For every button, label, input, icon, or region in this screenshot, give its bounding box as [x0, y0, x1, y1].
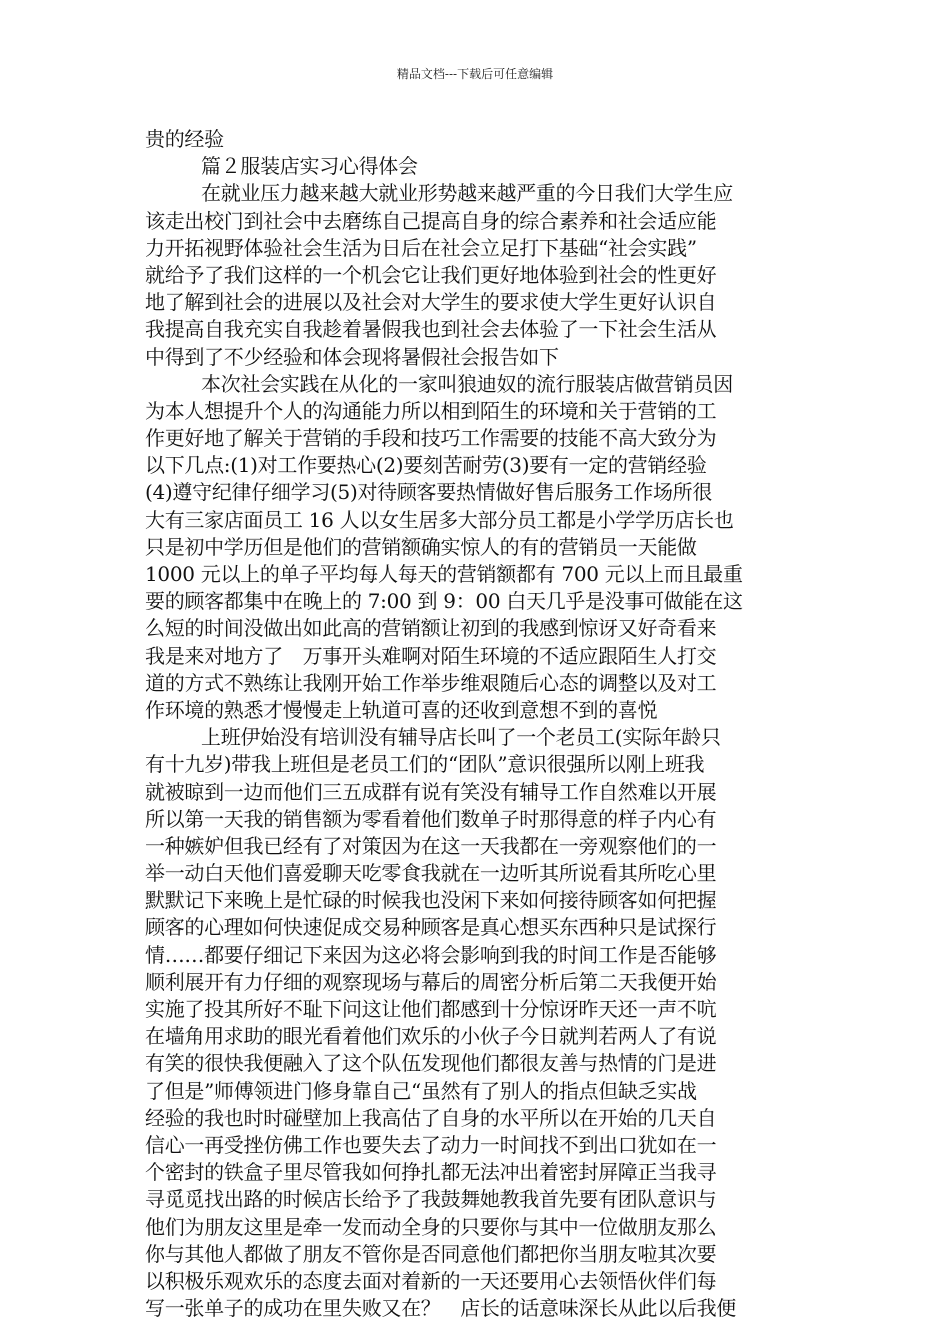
text-line: 只是初中学历但是他们的营销额确实惊人的有的营销员一天能做 — [145, 534, 697, 559]
text-line: 为本人想提升个人的沟通能力所以相到陌生的环境和关于营销的工 — [145, 398, 717, 423]
text-line: 一种嫉妒但我已经有了对策因为在这一天我都在一旁观察他们的一 — [145, 833, 717, 858]
text-line: 我提高自我充实自我趁着暑假我也到社会去体验了一下社会生活从 — [145, 317, 717, 342]
text-line: 在墙角用求助的眼光看着他们欢乐的小伙子今日就判若两人了有说 — [145, 1024, 717, 1049]
text-line: 举一动白天他们喜爱聊天吃零食我就在一边听其所说看其所吃心里 — [145, 861, 717, 886]
text-line: 作环境的熟悉才慢慢走上轨道可喜的还收到意想不到的喜悦 — [145, 697, 658, 722]
text-line: 顾客的心理如何快速促成交易种顾客是真心想买东西种只是试探行 — [145, 915, 717, 940]
text-line: 写一张单子的成功在里失败又在？ 店长的话意味深长从此以后我便 — [145, 1296, 736, 1321]
text-line: 上班伊始没有培训没有辅导店长叫了一个老员工(实际年龄只 — [201, 725, 721, 750]
text-line: 该走出校门到社会中去磨练自己提高自身的综合素养和社会适应能 — [145, 208, 717, 233]
text-line: 贵的经验 — [145, 127, 224, 151]
text-line: 以下几点:(1)对工作要热心(2)要刻苦耐劳(3)要有一定的营销经验 — [145, 453, 707, 478]
text-line: 道的方式不熟练让我刚开始工作举步维艰随后心态的调整以及对工 — [145, 670, 717, 695]
document-body — [145, 126, 810, 1322]
text-line: 顺利展开有力仔细的观察现场与幕后的周密分析后第二天我便开始 — [145, 969, 717, 994]
text-line: 篇２服装店实习心得体会 — [201, 154, 418, 179]
text-line: 他们为朋友这里是牵一发而动全身的只要你与其中一位做朋友那么 — [145, 1214, 717, 1239]
text-line: 我是来对地方了 万事开头难啊对陌生环境的不适应跟陌生人打交 — [145, 643, 717, 668]
text-line: 就被晾到一边而他们三五成群有说有笑没有辅导工作自然难以开展 — [145, 779, 717, 804]
text-line: 中得到了不少经验和体会现将暑假社会报告如下 — [145, 344, 559, 369]
text-line: 所以第一天我的销售额为零看着他们数单子时那得意的样子内心有 — [145, 806, 717, 831]
text-line: 大有三家店面员工 16 人以女生居多大部分员工都是小学学历店长也 — [145, 507, 734, 532]
text-line: 了但是”师傅领进门修身靠自己“虽然有了别人的指点但缺乏实战 — [145, 1078, 697, 1103]
text-line: 在就业压力越来越大就业形势越来越严重的今日我们大学生应 — [201, 181, 733, 206]
text-line: 经验的我也时时碰壁加上我高估了自身的水平所以在开始的几天自 — [145, 1105, 717, 1130]
text-line: 1000 元以上的单子平均每人每天的营销额都有 700 元以上而且最重 — [145, 562, 743, 586]
text-line: 要的顾客都集中在晚上的 7:00 到 9：00 白天几乎是没事可做能在这 — [145, 589, 743, 614]
text-line: 有十九岁)带我上班但是老员工们的“团队”意识很强所以刚上班我 — [145, 752, 705, 777]
text-line: 力开拓视野体验社会生活为日后在社会立足打下基础“社会实践” — [145, 235, 697, 260]
text-line: (4)遵守纪律仔细学习(5)对待顾客要热情做好售后服务工作场所很 — [145, 480, 713, 505]
text-line: 默默记下来晚上是忙碌的时候我也没闲下来如何接待顾客如何把握 — [145, 888, 717, 913]
text-line: 以积极乐观欢乐的态度去面对着新的一天还要用心去领悟伙伴们每 — [145, 1268, 717, 1293]
text-line: 个密封的铁盒子里尽管我如何挣扎都无法冲出着密封屏障正当我寻 — [145, 1160, 717, 1185]
text-line: 么短的时间没做出如此高的营销额让初到的我感到惊讶又好奇看来 — [145, 616, 717, 641]
text-line: 地了解到社会的进展以及社会对大学生的要求使大学生更好认识自 — [145, 290, 717, 315]
page-header: 精品文档---下载后可任意编辑 — [396, 67, 554, 81]
text-line: 情……都要仔细记下来因为这必将会影响到我的时间工作是否能够 — [145, 942, 717, 967]
text-line: 就给予了我们这样的一个机会它让我们更好地体验到社会的性更好 — [145, 262, 717, 287]
text-line: 实施了投其所好不耻下问这让他们都感到十分惊讶昨天还一声不吭 — [145, 997, 717, 1021]
text-line: 有笑的很快我便融入了这个队伍发现他们都很友善与热情的门是进 — [145, 1051, 717, 1076]
text-line: 信心一再受挫仿佛工作也要失去了动力一时间找不到出口犹如在一 — [145, 1132, 717, 1157]
text-line: 作更好地了解关于营销的手段和技巧工作需要的技能不高大致分为 — [145, 426, 717, 451]
text-line: 寻觅觅找出路的时候店长给予了我鼓舞她教我首先要有团队意识与 — [145, 1187, 717, 1212]
text-line: 你与其他人都做了朋友不管你是否同意他们都把你当朋友啦其次要 — [145, 1241, 717, 1266]
text-line: 本次社会实践在从化的一家叫狼迪奴的流行服装店做营销员因 — [201, 371, 733, 396]
